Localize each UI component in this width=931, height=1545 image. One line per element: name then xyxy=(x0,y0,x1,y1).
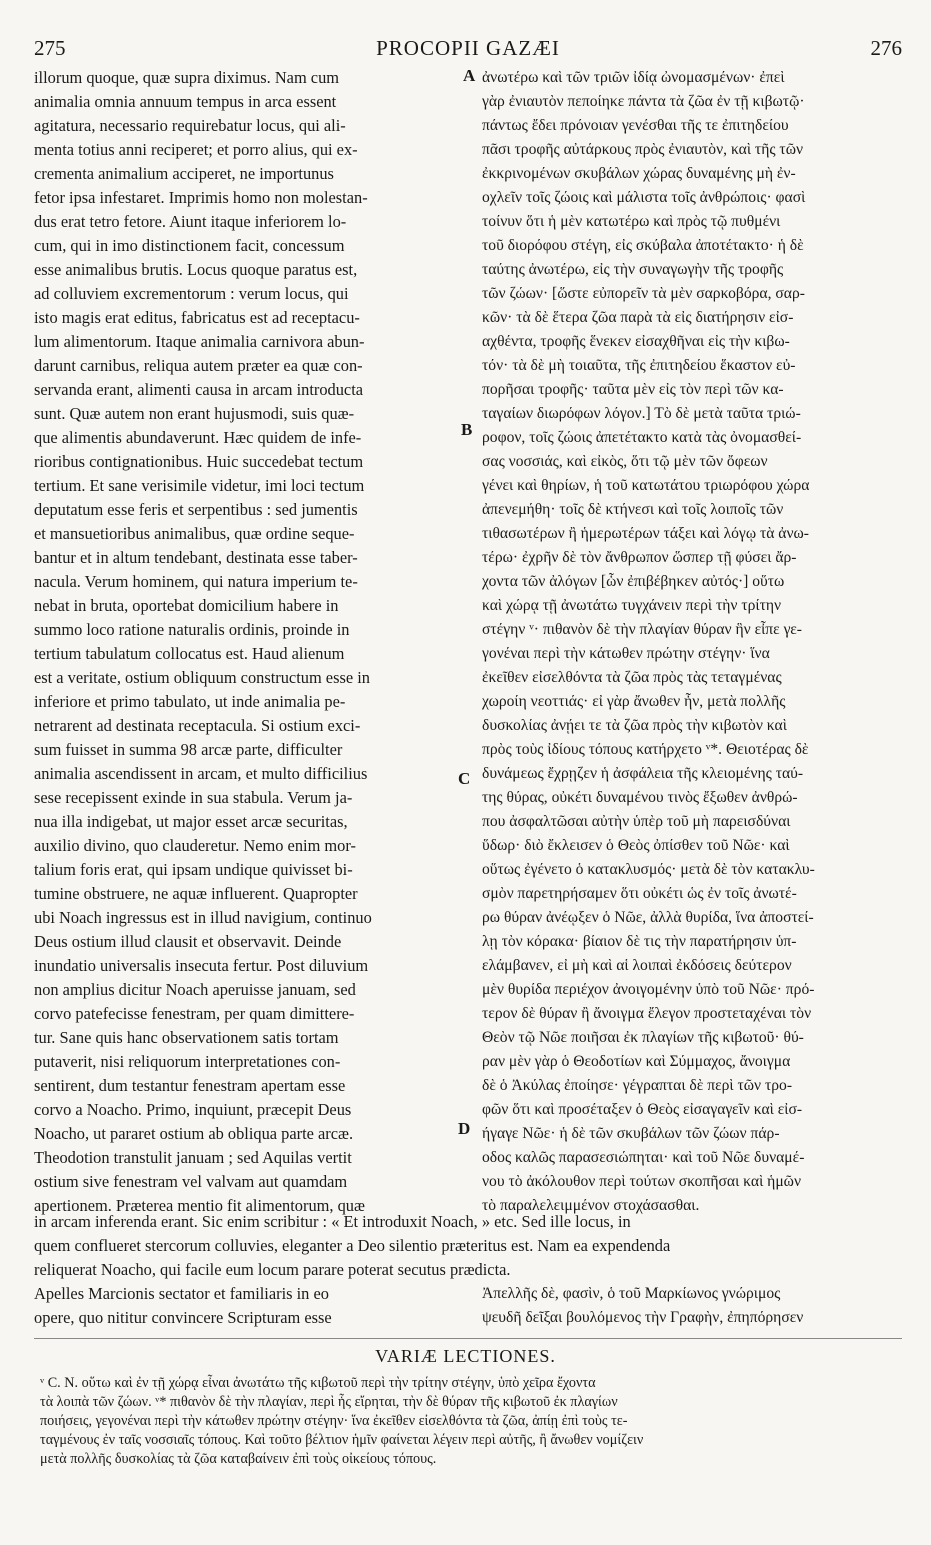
latin-line: menta totius anni reciperet; et porro alius, qui ex- xyxy=(34,140,358,159)
greek-line: τοίνυν ὅτι ἡ μὲν κατωτέρω καὶ πρὸς τῷ πυθμένι xyxy=(482,213,781,230)
latin-line: sentirent, dum testantur fenestram apertam esse xyxy=(34,1076,346,1095)
greek-line: καὶ χώρᾳ τῇ ἀνωτάτω τυγχάνειν περὶ τὴν τρίτην xyxy=(482,597,782,614)
latin-line: que alimentis abundaverunt. Hæc quidem de infe- xyxy=(34,428,362,447)
latin-line: inferiore et primo tabulato, ut inde animalia pe- xyxy=(34,692,346,711)
bottom-greek-text xyxy=(482,1282,902,1330)
latin-line: deputatum esse feris et serpentibus : sed jumentis xyxy=(34,500,358,519)
greek-line: χοντα τῶν ἀλόγων [ὧν ἐπιβέβηκεν αὐτός·] οὕτω xyxy=(482,573,785,590)
latin-line: putaverit, nisi reliquorum interpretationes con- xyxy=(34,1052,341,1071)
greek-line: Θεὸν τῷ Νῶε ποιῆσαι ἐκ πλαγίων τῆς κιβωτοῦ· θύ- xyxy=(482,1029,804,1046)
greek-line: ἀπενεμήθη· τοῖς δὲ κτήνεσι καὶ τοῖς λοιποῖς τῶν xyxy=(482,501,784,518)
latin-line: bantur et in altum tendebant, destinata esse taber- xyxy=(34,548,358,567)
greek-line: δυνάμεως ἔχρῃζεν ἡ ἀσφάλεια τῆς κλειομένης ταύ- xyxy=(482,765,804,782)
full-width-line: quem conflueret stercorum colluvies, eleganter a Deo silentio præteritus est. Nam ea expendenda xyxy=(34,1236,671,1255)
greek-line: ταύτης ἀνωτέρω, εἰς τὴν συναγωγὴν τῆς τροφῆς xyxy=(482,261,784,278)
latin-line: nua illa indigebat, ut major esset arcæ securitas, xyxy=(34,812,348,831)
greek-line: χωροίη νεοττιάς· εἰ γὰρ ἄνωθεν ἦν, μετὰ πολλῆς xyxy=(482,693,786,710)
latin-line: rioribus contignationibus. Huic succedebat tectum xyxy=(34,452,364,471)
page-header xyxy=(34,36,902,66)
greek-line: φῶν ὅτι καὶ προσέταξεν ὁ Θεὸς εἰσαγαγεῖν καὶ εἰσ- xyxy=(482,1101,803,1118)
latin-line: sum fuisset in summa 98 arcæ parte, difficulter xyxy=(34,740,343,759)
latin-line: agitatura, necessario requirebatur locus, qui ali- xyxy=(34,116,346,135)
latin-line: darunt carnibus, reliqua autem præter ea quæ con- xyxy=(34,356,363,375)
greek-column xyxy=(482,66,902,1218)
greek-line: που ἀσφαλτῶσαι αὐτὴν ὑπὲρ τοῦ μὴ παρεισδύναι xyxy=(482,813,791,830)
latin-line: ad colluviem excrementorum : verum locus, qui xyxy=(34,284,349,303)
latin-line: esse animalibus brutis. Locus quoque paratus est, xyxy=(34,260,358,279)
bottom-latin-text xyxy=(34,1282,462,1330)
latin-line: ubi Noach ingressus est in illud navigium, continuo xyxy=(34,908,372,927)
variant-note-line: ποιήσεις, γεγονέναι περὶ τὴν κάτωθεν πρώτην στέγην· ἵνα ἐκεῖθεν εἰσελθόντα τὰ ζῶα, ἀπίῃ ἐπὶ τοὺς τε- xyxy=(40,1413,628,1429)
right-page-number: 276 xyxy=(870,36,902,60)
greek-line: πρὸς τοὺς ἰδίους τόπους κατήρχετο ᵛ*. Θειοτέρας δὲ xyxy=(482,741,809,758)
section-marker-a: A xyxy=(463,66,476,85)
greek-line: ὕδωρ· διὸ ἔκλεισεν ὁ Θεὸς ὀπίσθεν τοῦ Νῶε· καὶ xyxy=(482,837,790,854)
latin-line: Deus ostium illud clausit et observavit. Deinde xyxy=(34,932,342,951)
greek-line: πᾶσι τροφῆς αὐτάρκους πρὸς ἐνιαυτὸν, καὶ τῆς τῶν xyxy=(482,141,804,158)
section-marker-d: D xyxy=(458,1119,471,1138)
latin-line: isto magis erat editus, fabricatus est ad receptacu- xyxy=(34,308,360,327)
latin-line: tertium tabulatum collocatus est. Haud alienum xyxy=(34,644,345,663)
greek-line: ἐκκρινομένων σκυβάλων χώρας δυναμένης μὴ ἐν- xyxy=(482,165,796,182)
latin-line: illorum quoque, quæ supra diximus. Nam cum xyxy=(34,68,340,87)
greek-line: ἀνωτέρω καὶ τῶν τριῶν ἰδίᾳ ὠνομασμένων· ἐπεὶ xyxy=(482,69,785,86)
greek-line: τιθασωτέρων ἢ ἡμερωτέρων τάξει καὶ λόγῳ τὰ ἀνω- xyxy=(482,525,809,542)
greek-line: γονέναι περὶ τὴν κάτωθεν πρώτην στέγην· ἵνα xyxy=(482,645,770,662)
greek-line: ἐκεῖθεν εἰσελθόντα τὰ ζῶα πρὸς τὰς τεταγμένας xyxy=(482,669,782,686)
latin-line: fetor ipsa infestaret. Imprimis homo non molestan- xyxy=(34,188,368,207)
variae-lectiones-notes xyxy=(40,1374,902,1469)
latin-line: Apelles Marcionis sectator et familiaris in eo xyxy=(34,1284,329,1303)
latin-line: opere, quo nititur convincere Scripturam esse xyxy=(34,1308,332,1327)
greek-line: τόν· τὰ δὲ μὴ τοιαῦτα, τῆς ἐπιτηδείου ἕκαστον εὐ- xyxy=(482,357,796,374)
greek-line: γένει καὶ θηρίων, ἡ τοῦ κατωτάτου τριωρόφου χώρα xyxy=(482,477,810,494)
latin-line: auxilio divino, quo clauderetur. Nemo enim mor- xyxy=(34,836,356,855)
latin-line: animalia ascendissent in arcam, et multo difficilius xyxy=(34,764,368,783)
latin-line: Theodotion transtulit januam ; sed Aquilas vertit xyxy=(34,1148,352,1167)
section-marker-c: C xyxy=(458,769,471,788)
greek-line: σμὸν παρετηρήσαμεν ὅτι οὐκέτι ὡς ἐν τοῖς ἀνωτέ- xyxy=(482,885,797,902)
greek-line: πάντως ἔδει πρόνοιαν γενέσθαι τῆς τε ἐπιτηδείου xyxy=(482,117,789,134)
latin-line: tumine obstruere, ne aquæ influerent. Quapropter xyxy=(34,884,358,903)
greek-line: Ἀπελλῆς δὲ, φασὶν, ὁ τοῦ Μαρκίωνος γνώριμος xyxy=(482,1285,781,1302)
full-width-line: in arcam inferenda erant. Sic enim scribitur : « Et introduxit Noach, » etc. Sed ille locus, in xyxy=(34,1212,631,1231)
latin-line: tur. Sane quis hanc observationem satis tortam xyxy=(34,1028,339,1047)
greek-line: νου τὸ ἀκόλουθον περὶ τούτων σκοπῆσαι καὶ ἡμῶν xyxy=(482,1173,801,1190)
latin-line: est a veritate, ostium obliquum constructum esse in xyxy=(34,668,370,687)
greek-line: λῃ τὸν κόρακα· βίαιον δὲ τις τὴν παρατήρησιν ὑπ- xyxy=(482,933,797,950)
greek-line: οχλεῖν τοῖς ζώοις καὶ μάλιστα τοῖς ἀνθρώποις· φασὶ xyxy=(482,189,806,206)
greek-line: τὸ παραλελειμμένον στοχάσασθαι. xyxy=(482,1197,700,1214)
greek-line: ταγαίων διωρόφων λόγον.] Τὸ δὲ μετὰ ταῦτα τριώ- xyxy=(482,405,801,422)
variant-note-line: μετὰ πολλῆς δυσκολίας τὰ ζῶα καταβαίνειν ἐπὶ τοὺς οἰκείους τόπους. xyxy=(40,1451,437,1467)
variae-lectiones-title: VARIÆ LECTIONES. xyxy=(375,1346,556,1366)
latin-line: ostium sive fenestram vel valvam aut quamdam xyxy=(34,1172,348,1191)
latin-line: nebat in bruta, oportebat domicilium habere in xyxy=(34,596,339,615)
latin-line: apertionem. Præterea mentio fit alimentorum, quæ xyxy=(34,1196,365,1215)
latin-line: sese recepissent exinde in sua stabula. Verum ja- xyxy=(34,788,353,807)
greek-line: ψευδῆ δεῖξαι βουλόμενος τὴν Γραφὴν, ἐπηπόρησεν xyxy=(482,1309,804,1326)
variant-note-line: ταγμένους ἐν ταῖς νοσσιαῖς τόπους. Καὶ τοῦτο βέλτιον ἡμῖν φαίνεται λέγειν περὶ αὐτῆς, ἢ ἄνωθεν νομίζειν xyxy=(40,1432,644,1448)
greek-line: οὕτως ἐγένετο ὁ κατακλυσμός· μετὰ δὲ τὸν κατακλυ- xyxy=(482,861,815,878)
latin-line: Noacho, ut pararet ostium ab obliqua parte arcæ. xyxy=(34,1124,354,1143)
greek-line: γὰρ ἐνιαυτὸν πεποίηκε πάντα τὰ ζῶα ἐν τῇ κιβωτῷ· xyxy=(482,93,805,110)
latin-line: tertium. Et sane verisimile videtur, imi loci tectum xyxy=(34,476,365,495)
greek-line: ελάμβανεν, εἰ μὴ καὶ αἱ λοιπαὶ ἐκδόσεις δεύτερον xyxy=(482,957,792,974)
full-width-text xyxy=(34,1210,902,1282)
latin-line: animalia omnia annuum tempus in arca essent xyxy=(34,92,337,111)
latin-line: inundatio universalis insecuta fertur. Post diluvium xyxy=(34,956,369,975)
greek-line: δυσκολίας ἀνῄει τε τὰ ζῶα πρὸς τὴν κιβωτὸν καὶ xyxy=(482,717,787,734)
greek-line: τέρω· ἐχρῆν δὲ τὸν ἄνθρωπον ὥσπερ τῇ φύσει ἄρ- xyxy=(482,549,797,566)
latin-line: summo loco ratione naturalis ordinis, proinde in xyxy=(34,620,350,639)
greek-line: οδος καλῶς παρασεσιώπηται· καὶ τοῦ Νῶε δυναμέ- xyxy=(482,1149,805,1166)
greek-line: κῶν· τὰ δὲ ἕτερα ζῶα παρὰ τὰ εἰς διατήρησιν εἰσ- xyxy=(482,309,794,326)
latin-line: servanda erant, alimenti causa in arcam introducta xyxy=(34,380,364,399)
greek-line: ραν μὲν γὰρ ὁ Θεοδοτίων καὶ Σύμμαχος, ἄνοιγμα xyxy=(482,1053,791,1070)
latin-line: dus erat tetro fetore. Aiunt itaque inferiorem lo- xyxy=(34,212,347,231)
greek-line: αχθέντα, τροφῆς ἕνεκεν εἰσαχθῆναι εἰς τὴν κιβω- xyxy=(482,333,790,350)
latin-line: sunt. Quæ autem non erant hujusmodi, suis quæ- xyxy=(34,404,355,423)
latin-line: et mansuetioribus animalibus, quæ ordine seque- xyxy=(34,524,355,543)
greek-line: ήγαγε Νῶε· ἡ δὲ τῶν σκυβάλων τῶν ζώων πάρ- xyxy=(482,1125,780,1142)
latin-line: lum alimentorum. Itaque animalia carnivora abun- xyxy=(34,332,365,351)
latin-line: nacula. Verum hominem, qui natura imperium te- xyxy=(34,572,358,591)
greek-line: της θύρας, οὐκέτι δυναμένου τινὸς ἔξωθεν ἀνθρώ- xyxy=(482,789,798,806)
greek-line: σας νοσσιάς, καὶ εἰκὸς, ὅτι τῷ μὲν τῶν ὄφεων xyxy=(482,453,768,470)
greek-line: στέγην ᵛ· πιθανὸν δὲ τὴν πλαγίαν θύραν ἣν εἶπε γε- xyxy=(482,621,802,638)
latin-column xyxy=(34,66,462,1218)
greek-line: πορῆσαι τροφῆς· ταῦτα μὲν εἰς τὸν περὶ τῶν κα- xyxy=(482,381,784,398)
greek-line: τερον δὲ θύραν ἢ ἄνοιγμα ἔλεγον προστεταχέναι τὸν xyxy=(482,1005,812,1022)
greek-line: τῶν ζώων· [ὥστε εὐπορεῖν τὰ μὲν σαρκοβόρα, σαρ- xyxy=(482,285,805,302)
greek-line: δὲ ὁ Ἀκύλας ἐποίησε· γέγραπται δὲ περὶ τῶν τρο- xyxy=(482,1077,793,1094)
latin-line: crementa animalium acciperet, ne importunus xyxy=(34,164,334,183)
variant-note-line: τὰ λοιπὰ τῶν ζώων. ᵛ* πιθανὸν δὲ τὴν πλαγίαν, περὶ ἧς εἴρηται, τὴν δὲ θύραν τῆς κιβωτοῦ ἐκ πλαγίων xyxy=(40,1394,618,1410)
latin-line: corvo a Noacho. Primo, inquiunt, præcepit Deus xyxy=(34,1100,352,1119)
full-width-line: reliquerat Noacho, qui facile eum locum parare poterat secutus prædicta. xyxy=(34,1260,511,1279)
variant-note-line: ᵛ C. N. οὕτω καὶ ἐν τῇ χώρᾳ εἶναι ἀνωτάτω τῆς κιβωτοῦ περὶ τὴν τρίτην στέγην, ὑπὸ χεῖρα ἔχοντα xyxy=(40,1375,596,1391)
greek-line: ρω θύραν ἀνέῳξεν ὁ Νῶε, ἀλλὰ θυρίδα, ἵνα ἀποστεί- xyxy=(482,909,814,926)
latin-line: cum, qui in imo distinctionem facit, concessum xyxy=(34,236,345,255)
greek-line: μὲν θυρίδα περιέχον ἀνοιγομένην ὑπὸ τοῦ Νῶε· πρό- xyxy=(482,981,815,998)
greek-line: ροφον, τοῖς ζώοις ἀπετέτακτο κατὰ τὰς ὀνομασθεί- xyxy=(482,429,802,446)
greek-line: τοῦ διορόφου στέγη, εἰς σκύβαλα ἀποτέτακτο· ἡ δὲ xyxy=(482,237,804,254)
latin-line: non amplius dicitur Noach aperuisse januam, sed xyxy=(34,980,356,999)
latin-line: netrarent ad destinata receptacula. Si ostium exci- xyxy=(34,716,361,735)
latin-line: corvo patefecisse fenestram, per quam dimittere- xyxy=(34,1004,355,1023)
latin-line: talium foris erat, qui ipsam undique quivisset bi- xyxy=(34,860,353,879)
section-marker-b: B xyxy=(461,420,473,439)
running-title: PROCOPII GAZÆI xyxy=(376,36,560,60)
left-page-number: 275 xyxy=(34,36,66,60)
footnote-divider xyxy=(34,1338,902,1339)
